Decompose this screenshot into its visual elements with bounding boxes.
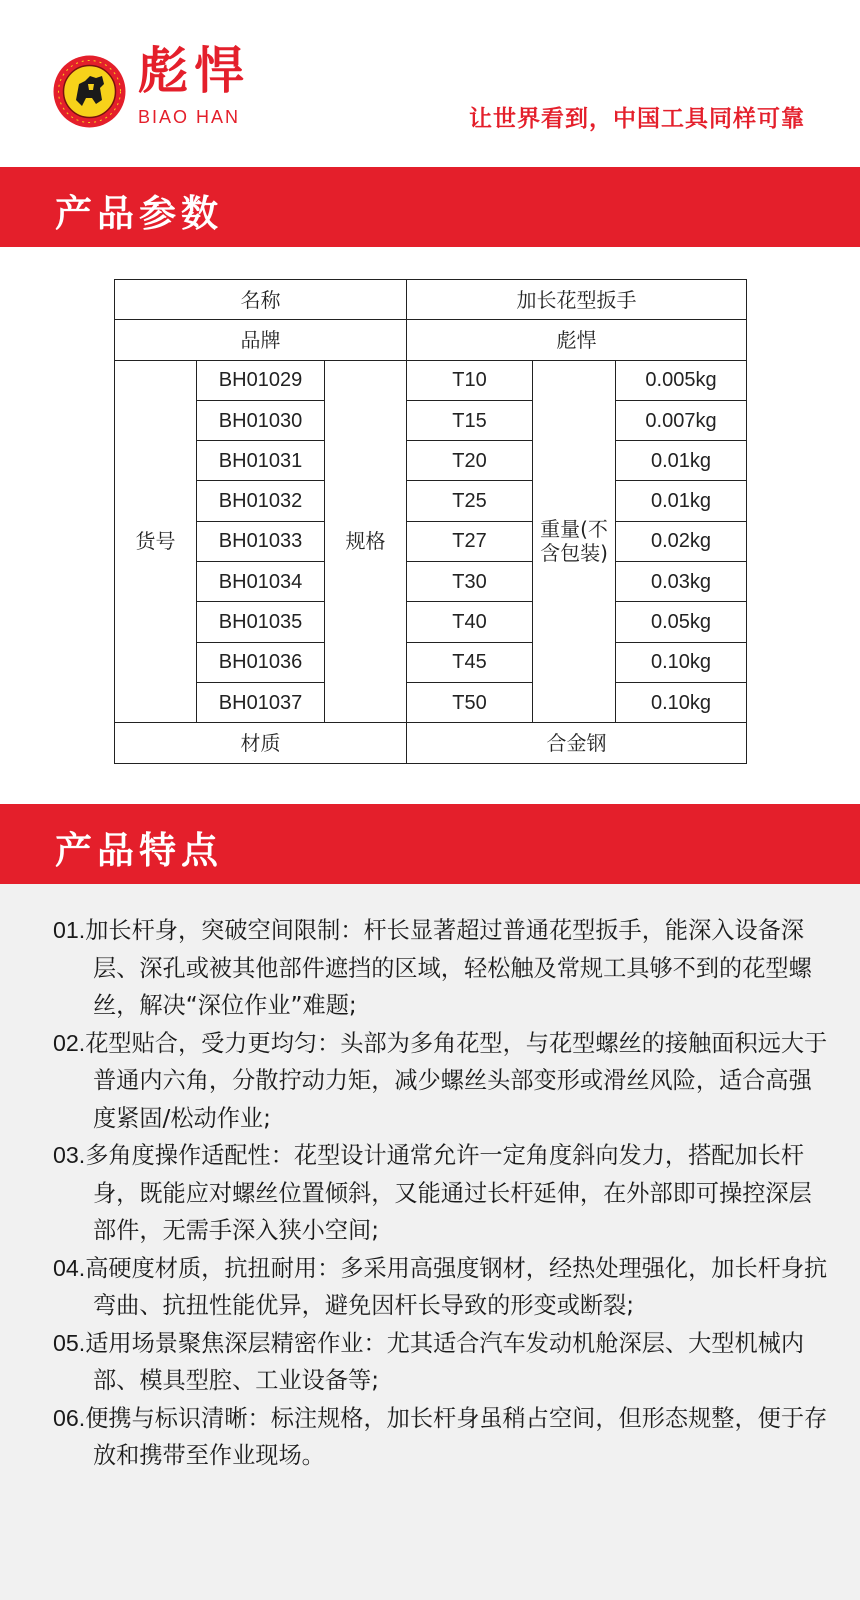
table-row — [115, 360, 747, 400]
brand-name-en: BIAO HAN — [138, 107, 241, 127]
params-section-banner — [0, 167, 860, 247]
weight-cell: 0.007kg — [616, 400, 747, 440]
feature-number: 02. — [53, 1029, 86, 1056]
feature-number: 05. — [53, 1329, 86, 1356]
features-list — [53, 912, 833, 1475]
item-no-cell: BH01031 — [197, 441, 325, 481]
features-section-title: 产品特点 — [55, 829, 223, 872]
weight-cell: 0.02kg — [616, 521, 747, 561]
table-row — [115, 642, 747, 682]
feature-text: 加长杆身，突破空间限制：杆长显著超过普通花型扳手，能深入设备深层、深孔或被其他部件遮挡的区域，轻松触及常规工具够不到的花型螺丝，解决“深位作业”难题; — [85, 917, 812, 1019]
features-section-banner — [0, 804, 860, 884]
list-item — [53, 1137, 833, 1250]
spec-table — [114, 279, 747, 764]
table-row — [115, 682, 747, 722]
spec-label: 规格 — [325, 360, 407, 723]
list-item — [53, 1025, 833, 1138]
slogan: 让世界看到，中国工具同样可靠 — [469, 106, 805, 132]
name-value: 加长花型扳手 — [407, 280, 747, 320]
item-no-label: 货号 — [115, 360, 197, 723]
feature-text: 花型贴合，受力更均匀：头部为多角花型，与花型螺丝的接触面积远大于普通内六角，分散拧动力矩，减少螺丝头部变形或滑丝风险，适合高强度紧固/松动作业; — [85, 1029, 828, 1132]
spec-cell: T40 — [407, 602, 533, 642]
item-no-cell: BH01034 — [197, 562, 325, 602]
weight-cell: 0.10kg — [616, 682, 747, 722]
item-no-cell: BH01035 — [197, 602, 325, 642]
weight-cell: 0.03kg — [616, 562, 747, 602]
brand-value: 彪悍 — [407, 320, 747, 360]
item-no-cell: BH01036 — [197, 642, 325, 682]
feature-text: 适用场景聚焦深层精密作业：尤其适合汽车发动机舱深层、大型机械内部、模具型腔、工业设备等; — [85, 1329, 805, 1394]
table-row — [115, 723, 747, 763]
params-section-title: 产品参数 — [55, 192, 223, 235]
list-item — [53, 1325, 833, 1400]
item-no-cell: BH01037 — [197, 682, 325, 722]
material-label: 材质 — [115, 723, 407, 763]
feature-text: 便携与标识清晰：标注规格，加长杆身虽稍占空间，但形态规整，便于存放和携带至作业现场。 — [85, 1404, 828, 1469]
item-no-cell: BH01030 — [197, 400, 325, 440]
material-value: 合金钢 — [407, 723, 747, 763]
table-row — [115, 441, 747, 481]
table-row — [115, 562, 747, 602]
list-item — [53, 912, 833, 1025]
brand-label: 品牌 — [115, 320, 407, 360]
table-row — [115, 400, 747, 440]
header — [0, 0, 860, 166]
spec-cell: T10 — [407, 360, 533, 400]
brand-logo-icon — [52, 54, 127, 129]
feature-number: 04. — [53, 1254, 86, 1281]
spec-cell: T30 — [407, 562, 533, 602]
list-item — [53, 1400, 833, 1475]
weight-cell: 0.10kg — [616, 642, 747, 682]
spec-cell: T50 — [407, 682, 533, 722]
weight-cell: 0.01kg — [616, 441, 747, 481]
feature-number: 03. — [53, 1142, 86, 1168]
brand-name-cn: 彪悍 — [138, 42, 250, 100]
spec-cell: T20 — [407, 441, 533, 481]
spec-cell: T45 — [407, 642, 533, 682]
table-row — [115, 602, 747, 642]
feature-text: 高硬度材质，抗扭耐用：多采用高强度钢材，经热处理强化，加长杆身抗弯曲、抗扭性能优异，避免因杆长导致的形变或断裂; — [85, 1254, 828, 1319]
feature-number: 06. — [53, 1404, 86, 1431]
feature-text: 多角度操作适配性：花型设计通常允许一定角度斜向发力，搭配加长杆身，既能应对螺丝位置倾斜，又能通过长杆延伸，在外部即可操控深层部件，无需手深入狭小空间; — [85, 1142, 812, 1244]
feature-number: 01. — [53, 917, 86, 943]
spec-cell: T27 — [407, 521, 533, 561]
weight-label: 重量(不含包装) — [533, 360, 616, 723]
item-no-cell: BH01032 — [197, 481, 325, 521]
spec-cell: T15 — [407, 400, 533, 440]
weight-cell: 0.01kg — [616, 481, 747, 521]
list-item — [53, 1250, 833, 1325]
table-row — [115, 320, 747, 360]
table-row — [115, 481, 747, 521]
item-no-cell: BH01033 — [197, 521, 325, 561]
table-row — [115, 280, 747, 320]
table-row — [115, 521, 747, 561]
item-no-cell: BH01029 — [197, 360, 325, 400]
weight-cell: 0.05kg — [616, 602, 747, 642]
weight-cell: 0.005kg — [616, 360, 747, 400]
name-label: 名称 — [115, 280, 407, 320]
spec-cell: T25 — [407, 481, 533, 521]
